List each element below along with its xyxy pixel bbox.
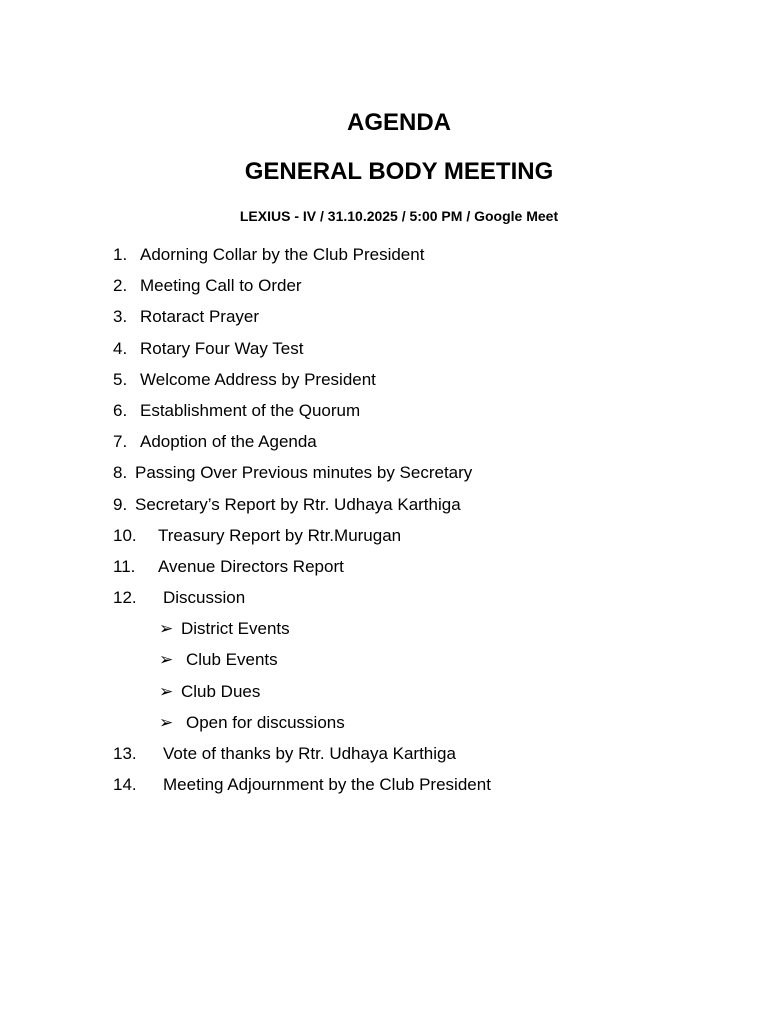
item-number: 2. [113, 276, 128, 296]
agenda-item-3 [113, 305, 491, 336]
item-text: Discussion [163, 588, 246, 608]
item-number: 4. [113, 338, 128, 358]
subitem-text: Open for discussions [186, 712, 345, 732]
discussion-subitems [113, 617, 491, 742]
item-text: Establishment of the Quorum [140, 400, 361, 420]
item-text: Welcome Address by President [140, 369, 376, 389]
subitem-text: Club Dues [181, 681, 261, 701]
item-number: 3. [113, 307, 128, 327]
item-number: 10. [113, 525, 137, 545]
item-text: Adorning Collar by the Club President [140, 245, 425, 264]
item-text: Avenue Directors Report [158, 556, 344, 576]
subitem-club-events [113, 648, 491, 679]
arrow-bullet-icon: ➢ [159, 619, 174, 639]
agenda-item-11 [113, 555, 491, 586]
agenda-item-9 [113, 493, 491, 524]
meeting-details: LEXIUS - IV / 31.10.2025 / 5:00 PM / Google Meet [239, 208, 559, 224]
item-number: 13. [113, 744, 137, 763]
agenda-item-14 [113, 773, 491, 804]
agenda-item-6 [113, 399, 491, 430]
item-number: 7. [113, 432, 128, 452]
item-text: Treasury Report by Rtr.Murugan [158, 525, 402, 545]
agenda-item-5 [113, 368, 491, 399]
item-number: 5. [113, 369, 128, 389]
agenda-item-2 [113, 274, 491, 305]
item-number: 11. [113, 556, 136, 576]
subitem-list [113, 617, 491, 742]
agenda-item-4 [113, 337, 491, 368]
subitem-text: District Events [181, 619, 290, 639]
agenda-item-8 [113, 461, 491, 492]
item-number: 8. [113, 463, 128, 483]
item-number: 14. [113, 775, 137, 795]
arrow-bullet-icon: ➢ [159, 712, 174, 732]
arrow-bullet-icon: ➢ [159, 650, 174, 670]
subitem-district-events [113, 617, 491, 648]
agenda-item-10 [113, 524, 491, 555]
agenda-list [113, 243, 491, 804]
agenda-item-13 [113, 742, 491, 773]
item-text: Passing Over Previous minutes by Secretary [135, 463, 473, 483]
arrow-bullet-icon: ➢ [159, 681, 174, 701]
item-text: Meeting Call to Order [140, 276, 302, 296]
agenda-item-12 [113, 586, 491, 617]
agenda-item-1 [113, 243, 491, 274]
subitem-text: Club Events [186, 650, 278, 670]
item-number: 6. [113, 400, 128, 420]
subitem-open-discussions [113, 711, 491, 742]
item-number: 9. [113, 494, 128, 514]
item-text: Rotaract Prayer [140, 307, 260, 327]
item-number: 1. [113, 245, 128, 264]
item-text: Vote of thanks by Rtr. Udhaya Karthiga [163, 744, 456, 763]
item-text: Secretary’s Report by Rtr. Udhaya Karthiga [135, 494, 461, 514]
item-text: Rotary Four Way Test [140, 338, 304, 358]
item-text: Adoption of the Agenda [140, 432, 317, 452]
document-title: AGENDA [346, 109, 451, 136]
document-subtitle: GENERAL BODY MEETING [244, 158, 554, 185]
item-number: 12. [113, 588, 137, 608]
agenda-item-7 [113, 430, 491, 461]
subitem-club-dues [113, 680, 491, 711]
item-text: Meeting Adjournment by the Club President [163, 775, 491, 795]
